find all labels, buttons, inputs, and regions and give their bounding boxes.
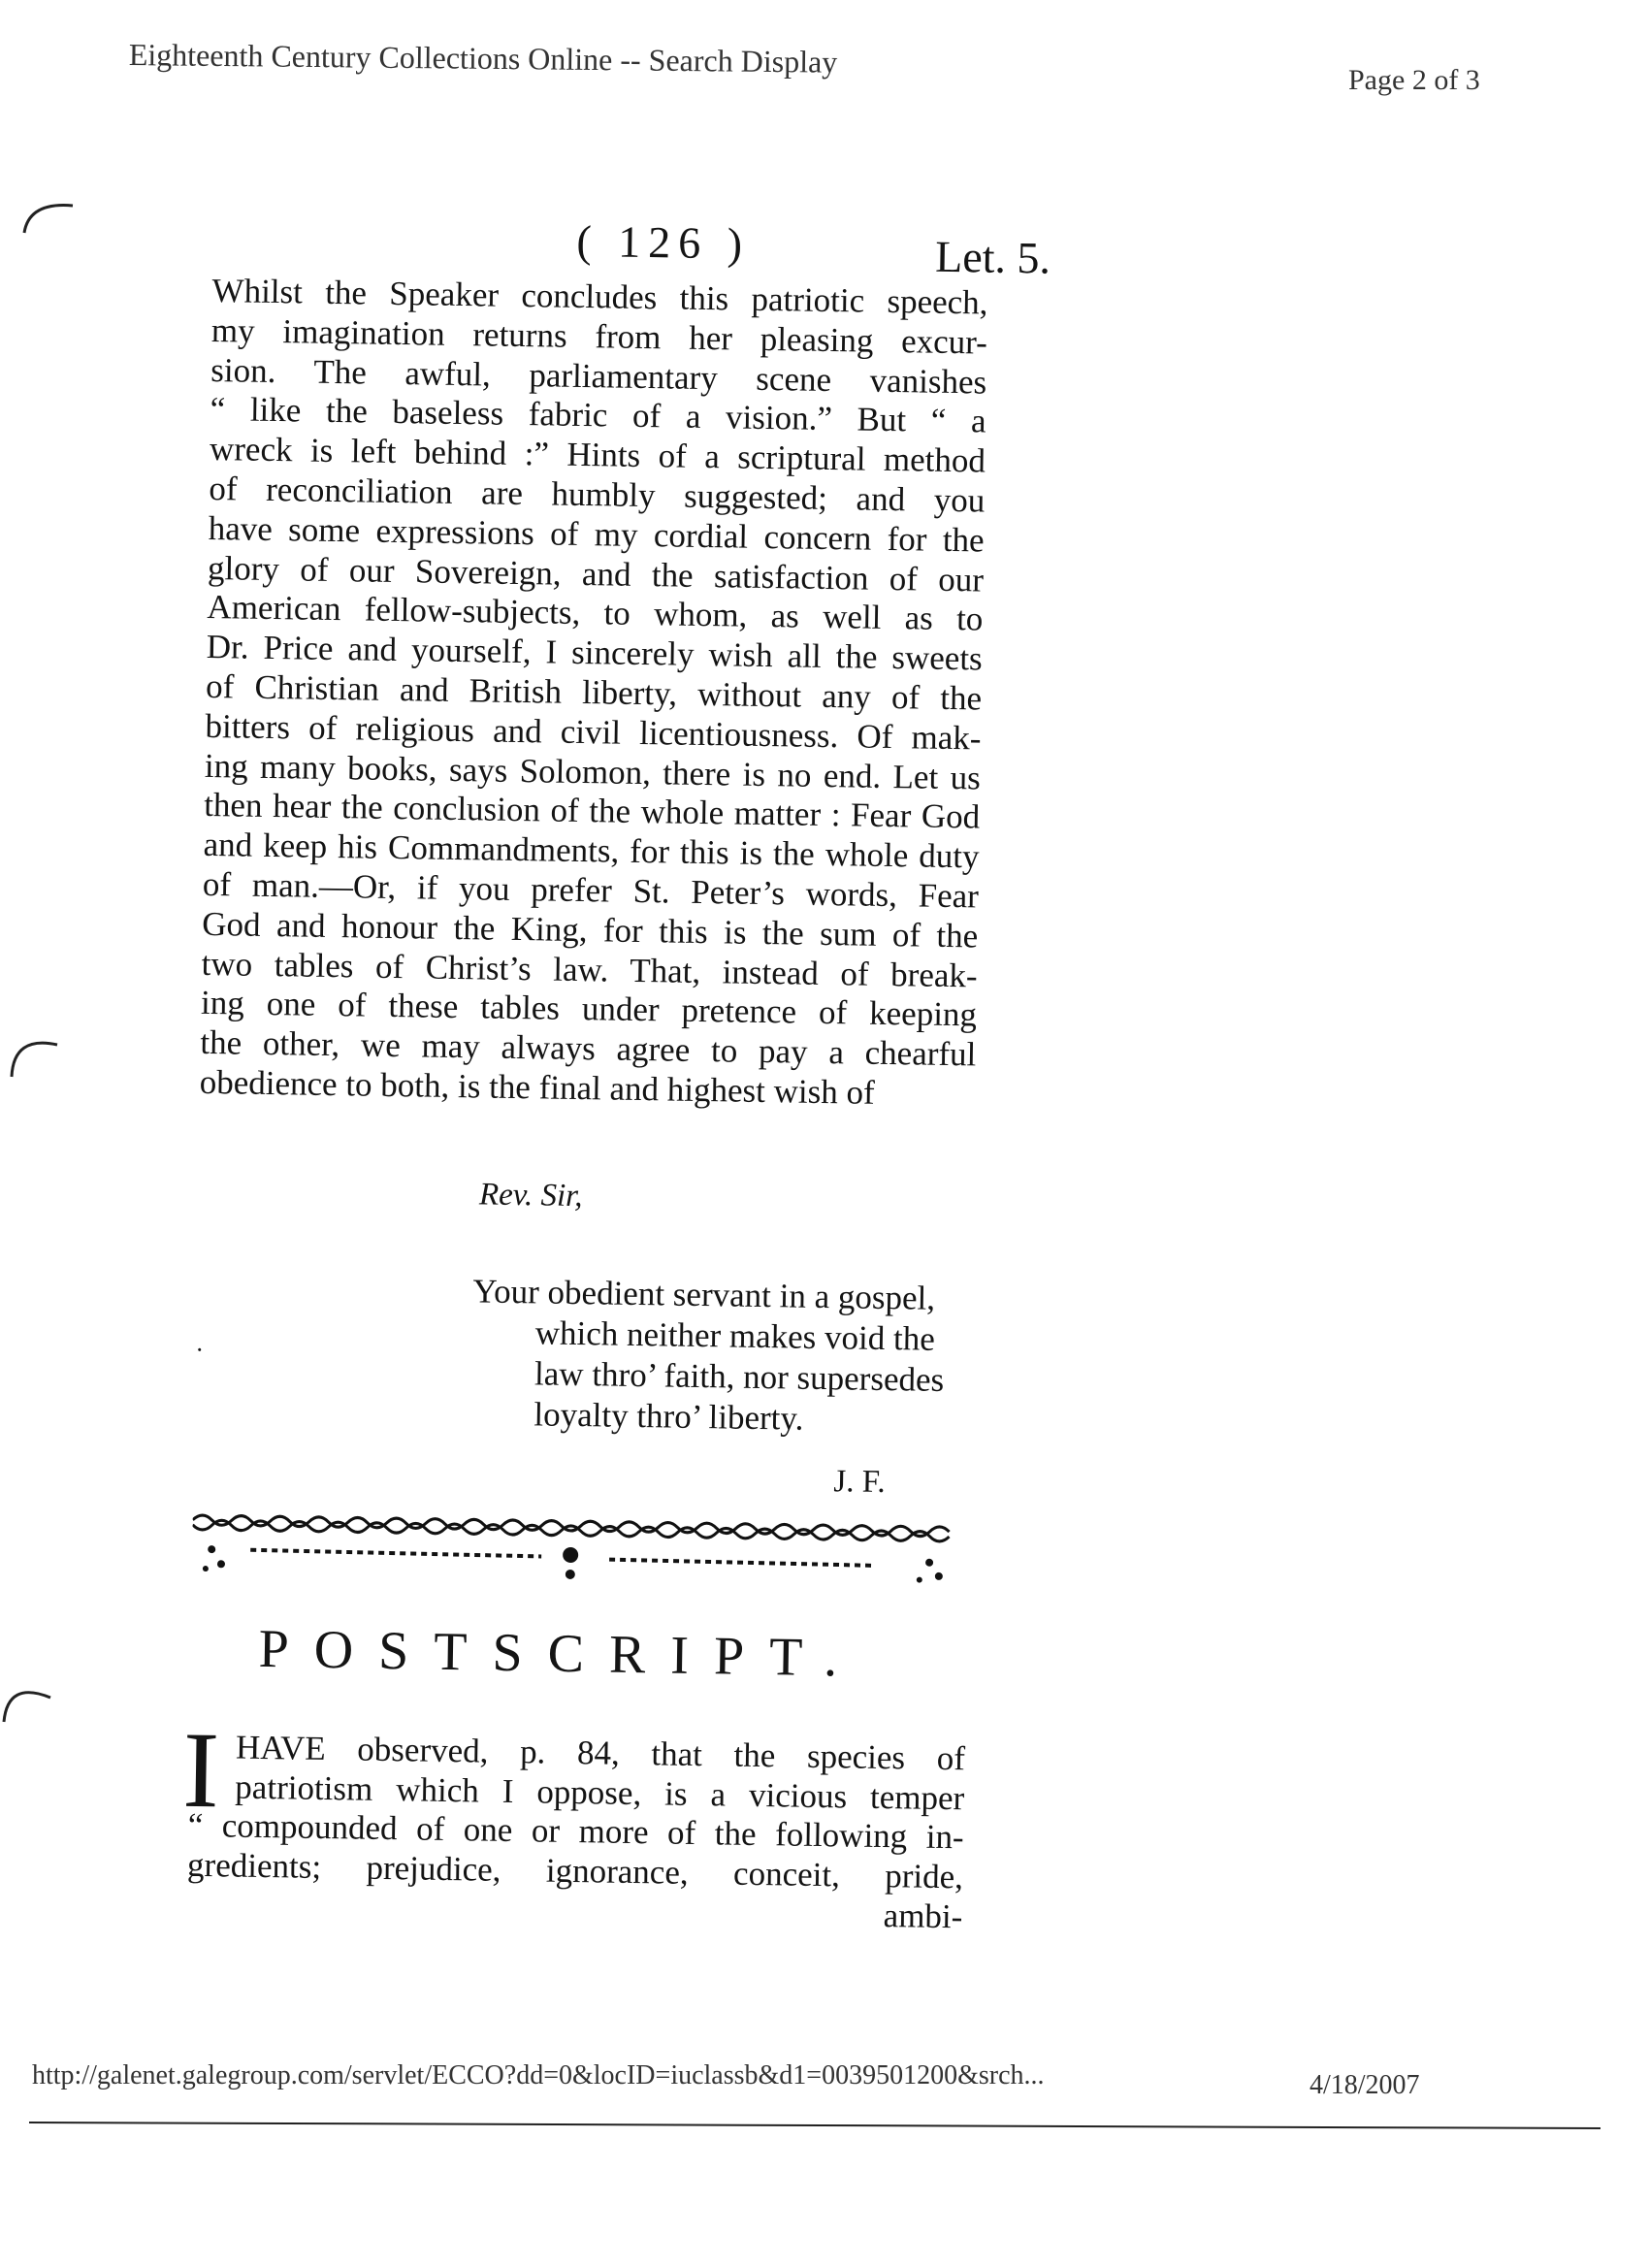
text-line: “ like the baseless fabric of a vision.” But “ a xyxy=(210,390,986,440)
postscript-heading: POSTSCRIPT. xyxy=(258,1618,863,1689)
text-line: the other, we may always agree to pay a chearful xyxy=(200,1023,977,1074)
text-line: Dr. Price and yourself, I sincerely wish all the sweets xyxy=(206,628,984,678)
text-line: wreck is left behind :” Hints of a scriptural method xyxy=(209,430,986,480)
text-line: patriotism which I oppose, is a vicious temper xyxy=(235,1767,965,1817)
text-line: have some expressions of my cordial concern for the xyxy=(208,508,985,560)
text-line: obedience to both, is the final and highest wish of xyxy=(199,1062,875,1112)
margin-curl-mark xyxy=(19,194,78,243)
text-line: bitters of religious and civil licentiousness. Of mak- xyxy=(205,706,982,758)
ornament-border-icon xyxy=(191,1472,969,1610)
scan-speck: · xyxy=(195,1335,205,1364)
salutation: Rev. Sir, xyxy=(478,1177,583,1214)
author-initials: J. F. xyxy=(833,1463,886,1500)
page-number: ( 126 ) xyxy=(576,215,751,269)
text-line: HAVE observed, p. 84, that the species of xyxy=(235,1728,966,1778)
text-line: ing one of these tables under pretence of keeping xyxy=(200,984,978,1034)
text-line: two tables of Christ’s law. That, instead of break- xyxy=(201,944,978,995)
margin-curl-mark xyxy=(0,1669,58,1727)
text-line: sion. The awful, parliamentary scene vanishes xyxy=(210,350,987,402)
text-line: of man.—Or, if you prefer St. Peter’s words, Fear xyxy=(202,864,980,916)
text-line: God and honour the King, for this is the sum of the xyxy=(202,904,979,956)
text-line: then hear the conclusion of the whole matter : Fear God xyxy=(203,786,981,836)
running-head xyxy=(212,204,1086,285)
signoff-line: which neither makes void the xyxy=(534,1313,936,1358)
text-line: ing many books, says Solomon, there is no end. Let us xyxy=(204,746,982,797)
text-line: of Christian and British liberty, without any of the xyxy=(205,666,983,718)
postscript-paragraph xyxy=(181,1709,1062,1939)
printer-ornament xyxy=(191,1472,1066,1621)
signoff-line: loyalty thro’ liberty. xyxy=(534,1395,804,1438)
letter-number: Let. 5. xyxy=(934,231,1051,283)
printout-title: Eighteenth Century Collections Online -- Search Display xyxy=(128,37,838,80)
signoff-line: Your obedient servant in a gospel, xyxy=(472,1272,936,1317)
drop-cap: I xyxy=(181,1709,220,1831)
text-line: glory of our Sovereign, and the satisfaction of our xyxy=(207,548,985,599)
signoff-line: law thro’ faith, nor supersedes xyxy=(534,1354,945,1399)
letter-closing xyxy=(193,1103,1072,1500)
scanned-book-page xyxy=(181,204,1086,1939)
text-line: of reconciliation are humbly suggested; and you xyxy=(209,469,986,520)
letter-body xyxy=(199,272,1084,1117)
text-line: Whilst the Speaker concludes this patriotic speech, xyxy=(211,271,988,322)
page-indicator: Page 2 of 3 xyxy=(1348,64,1480,96)
page-edge-line xyxy=(29,2103,1600,2142)
source-url: http://galenet.galegroup.com/servlet/ECCO?dd=0&locID=iuclassb&d1=0039501200&srch... xyxy=(32,2060,1045,2090)
text-line: “ compounded of one or more of the following in- xyxy=(187,1806,964,1857)
text-line: American fellow-subjects, to whom, as well as to xyxy=(207,588,984,638)
margin-curl-mark xyxy=(4,1023,62,1082)
catchword: ambi- xyxy=(883,1895,963,1936)
text-line: my imagination returns from her pleasing excur- xyxy=(210,310,988,362)
text-line: gredients; prejudice, ignorance, conceit, pride, xyxy=(186,1845,964,1896)
print-date: 4/18/2007 xyxy=(1310,2070,1420,2100)
text-line: and keep his Commandments, for this is the whole duty xyxy=(203,826,980,876)
